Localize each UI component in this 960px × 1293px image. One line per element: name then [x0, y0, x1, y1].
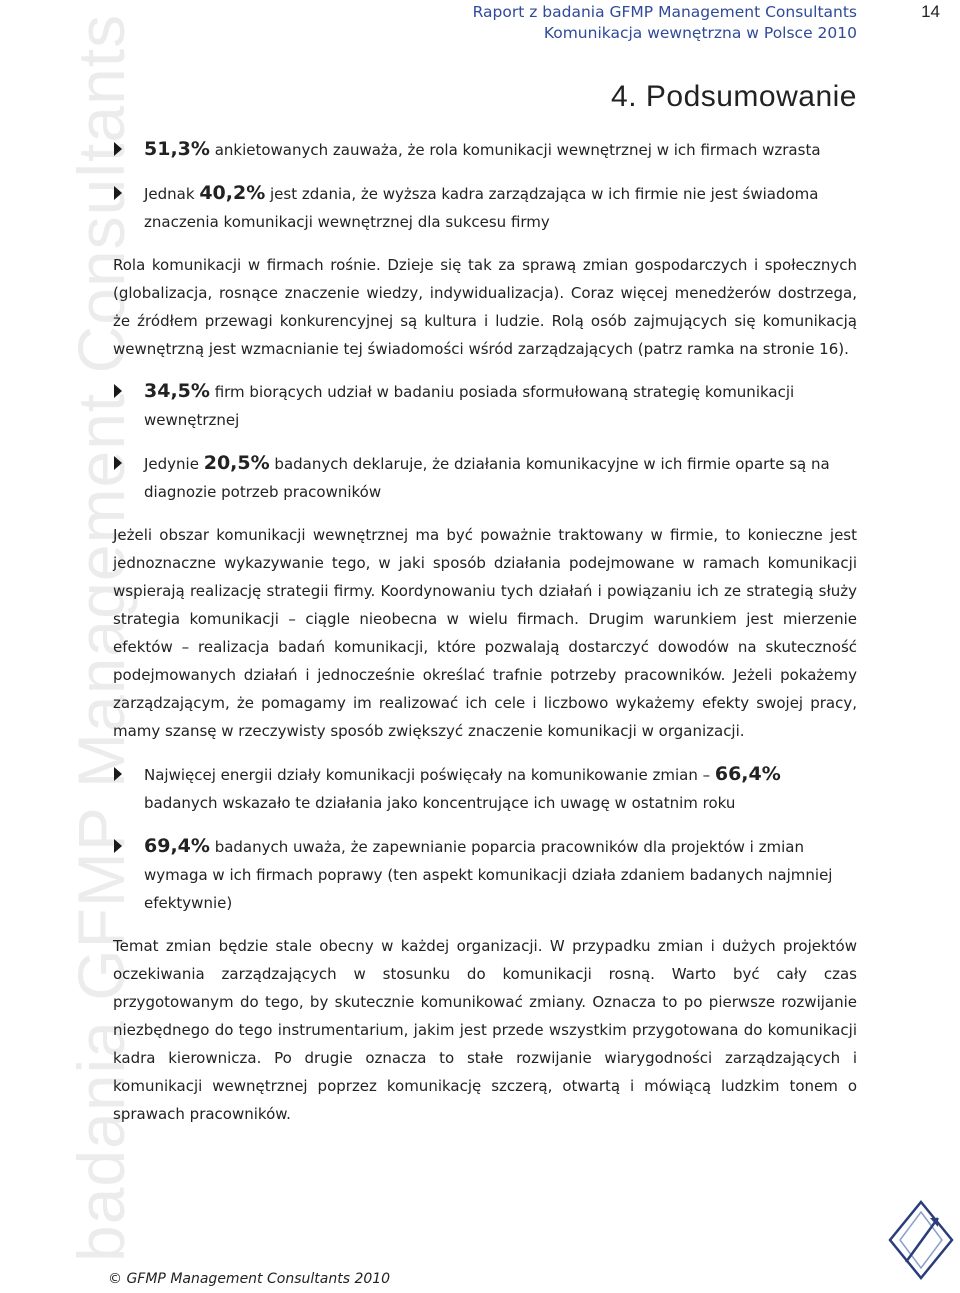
bullet-prefix: Jedynie — [144, 455, 204, 473]
bullet-text: badanych deklaruje, że działania komunikacyjne w ich firmie oparte są na diagnozie potrzeb pracowników — [144, 455, 830, 501]
page-content — [113, 135, 857, 1128]
bullet-text: Najwięcej energii działy komunikacji poświęcały na komunikowanie zmian – — [144, 766, 715, 784]
bullet-item — [113, 832, 857, 917]
bullet-arrow-icon — [114, 384, 122, 398]
gfmp-logo-icon — [888, 1200, 954, 1280]
bullet-stat: 66,4% — [714, 763, 781, 785]
section-title: 4. Podsumowanie — [611, 80, 857, 113]
bullet-stat: 40,2% — [199, 182, 266, 204]
bullet-arrow-icon — [114, 839, 122, 853]
body-paragraph: Rola komunikacji w firmach rośnie. Dzieje się tak za sprawą zmian gospodarczych i społecznych (globalizacja, rosnące znaczenie wiedzy, indywidualizacja). Coraz więcej menedżerów dostrzega, że źródłem przewagi konkurencyjnej są kultura i ludzie. Rolą osób zajmujących się komunikacją wewnętrzną jest wzmacnianie tej świadomości wśród zarządzających (patrz ramka na stronie 16). — [113, 256, 857, 358]
body-paragraph: Jeżeli obszar komunikacji wewnętrznej ma być poważnie traktowany w firmie, to konieczne jest jednoznaczne wykazywanie tego, w jaki sposób działania podejmowane w ramach komunikacji wspierają realizację strategii firmy. Koordynowaniu tych działań i powiązaniu ich ze strategią służy strategia komunikacji – ciągle nieobecna w wielu firmach. Drugim warunkiem jest mierzenie efektów – realizacja badań komunikacji, które pozwalają dostarczyć dowodów na skuteczność podejmowanych działań i jednocześnie określać trafnie potrzeby pracowników. Jeżeli pokażemy zarządzającym, że pomagamy im realizować ich cele i liczbowo wykażemy efekty swojej pracy, mamy szansę w rzeczywisty sposób zwiększyć znaczenie komunikacji w organizacji. — [113, 526, 857, 740]
bullet-item — [113, 449, 857, 506]
running-header — [473, 2, 857, 44]
side-watermark — [0, 0, 138, 1293]
bullet-text-tail: badanych wskazało te działania jako koncentrujące ich uwagę w ostatnim roku — [144, 794, 736, 812]
bullet-arrow-icon — [114, 767, 122, 781]
header-report-title: Raport z badania GFMP Management Consultants — [472, 3, 857, 21]
bullet-stat: 69,4% — [144, 835, 210, 857]
watermark-text: badania GFMP Management Consultants — [64, 13, 138, 1262]
bullet-arrow-icon — [114, 142, 122, 156]
bullet-item — [113, 179, 857, 236]
bullet-arrow-icon — [114, 456, 122, 470]
header-report-subtitle: Komunikacja wewnętrzna w Polsce 2010 — [543, 24, 857, 42]
footer-copyright: © GFMP Management Consultants 2010 — [108, 1271, 391, 1287]
bullet-item — [113, 135, 857, 164]
bullet-text: badanych uważa, że zapewnianie poparcia pracowników dla projektów i zmian wymaga w ich firmach poprawy (ten aspekt komunikacji działa zdaniem badanych najmniej efektywnie) — [144, 838, 833, 912]
bullet-stat: 34,5% — [144, 380, 210, 402]
bullet-text: ankietowanych zauważa, że rola komunikacji wewnętrznej w ich firmach wzrasta — [209, 141, 821, 159]
bullet-item — [113, 377, 857, 434]
bullet-item — [113, 760, 857, 817]
bullet-prefix: Jednak — [144, 185, 200, 203]
bullet-text: firm biorących udział w badaniu posiada sformułowaną strategię komunikacji wewnętrznej — [144, 383, 795, 429]
body-paragraph: Temat zmian będzie stale obecny w każdej organizacji. W przypadku zmian i dużych projektów oczekiwania zarządzających w stosunku do komunikacji rosną. Warto być cały czas przygotowanym do tego, by skutecznie komunikować zmiany. Oznacza to po pierwsze rozwijanie niezbędnego do tego instrumentarium, jakim jest przede wszystkim przygotowana do komunikacji kadra kierownicza. Po drugie oznacza to stałe rozwijanie wiarygodności zarządzających i komunikacji wewnętrznej poprzez komunikację szczerą, otwartą i mówiącą ludzkim tonem o sprawach pracowników. — [113, 937, 857, 1123]
page-number: 14 — [921, 2, 940, 21]
bullet-arrow-icon — [114, 186, 122, 200]
bullet-stat: 20,5% — [203, 452, 270, 474]
bullet-stat: 51,3% — [144, 138, 210, 160]
bullet-text: jest zdania, że wyższa kadra zarządzająca w ich firmie nie jest świadoma znaczenia komunikacji wewnętrznej dla sukcesu firmy — [144, 185, 819, 231]
